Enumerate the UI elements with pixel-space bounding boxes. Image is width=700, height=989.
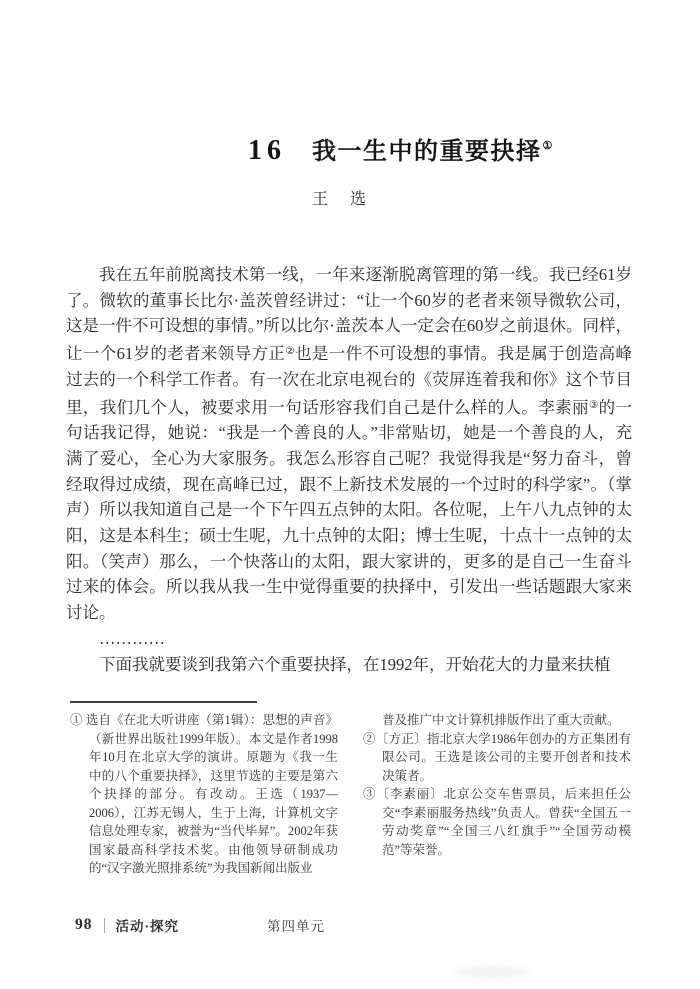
title-footnote-ref: ①	[542, 140, 554, 152]
footnote-marker: ①	[70, 713, 86, 727]
footnote-text: 普及推广中文计算机排版作出了重大贡献。	[382, 713, 620, 727]
footnote-marker: ②	[363, 731, 376, 746]
footnote-item	[70, 711, 338, 878]
text-run: 我在五年前脱离技术第一线，一年来逐渐脱离管理的第一线。我已经61岁了。微软的董事长比尔·盖茨曾经讲过：“让一个60岁的老者来领导微软公司，这是一件不可设想的事情。”所以比尔·盖茨本人一定会在60岁之前退休。同样，让一个61岁的老者来领导方正	[66, 265, 632, 364]
page-footer	[75, 915, 325, 935]
lesson-number: 16	[248, 135, 286, 166]
paragraph	[66, 652, 632, 678]
footnote-marker: ③	[363, 787, 377, 801]
paragraph	[66, 626, 632, 652]
footnote-column-left	[70, 711, 338, 878]
author-name: 王 选	[312, 191, 370, 208]
footnote-column-right	[363, 711, 631, 878]
text-run: …………	[99, 628, 165, 648]
footnote-text: 选自《在北大听讲座（第1辑）：思想的声音》（新世界出版社1999年版）。本文是作者1998年10月在北京大学的演讲。原题为《我一生中的八个重要抉择》，这里节选的主要是第六个抉择的部分。有改动。王选（1937—2006），江苏无锡人，生于上海，计算机文字信息处理专家，被誉为“当代毕昇”。2002年获国家最高科学技术奖。由他领导研制成功的“汉字激光照排系统”为我国新闻出版业	[85, 713, 338, 875]
footnote-text: 〔方正〕指北京大学1986年创办的方正集团有限公司。王选是该公司的主要开创者和技术决策者。	[375, 731, 631, 783]
footnote-ref: ②	[285, 346, 296, 358]
footnote-text: 〔李素丽〕北京公交车售票员，后来担任公交“李素丽服务热线”负责人。曾获“全国五一劳动奖章”“全国三八红旗手”“全国劳动模范”等荣誉。	[376, 787, 631, 857]
main-text	[66, 262, 632, 677]
footnote-item	[363, 730, 631, 786]
footnote-item	[363, 785, 631, 859]
page-number: 98	[75, 916, 93, 933]
footnote-divider	[70, 701, 257, 703]
scan-smudge	[452, 966, 532, 978]
lesson-title	[312, 131, 554, 166]
footnotes-section	[70, 711, 632, 878]
page-title	[248, 131, 554, 167]
paragraph	[66, 262, 632, 626]
section-label: 活动·探究	[115, 919, 180, 934]
unit-label: 第四单元	[267, 919, 326, 934]
footnote-item	[363, 711, 631, 730]
footer-divider	[104, 918, 105, 933]
text-run: 下面我就要谈到我第六个重要抉择，在1992年，开始花大的力量来扶植	[99, 654, 611, 674]
text-run: 也是一件不可设想的事情。我是属于创造高峰过去的一个科学工作者。有一次在北京电视台的《荧屏连着我和你》这个节目里，我们几个人，被要求用一句话形容我们自己是什么样的人。李素丽	[66, 344, 633, 417]
text-run: 的一句话我记得，她说：“我是一个善良的人。”非常贴切，她是一个善良的人，充满了爱心，全心为大家服务。我怎么形容自己呢？我觉得我是“努力奋斗，曾经取得过成绩，现在高峰已过，跟不上新技术发展的一个过时的科学家”。（掌声）所以我知道自己是一个下午四五点钟的太阳。各位呢，上午八九点钟的太阳，这是本科生；硕士生呢，九十点钟的太阳；博士生呢，十点十一点钟的太阳。（笑声）那么，一个快落山的太阳，跟大家讲的，更多的是自己一生奋斗过来的体会。所以我从我一生中觉得重要的抉择中，引发出一些话题跟大家来讨论。	[66, 397, 633, 623]
footnote-ref: ③	[588, 399, 599, 411]
lesson-title-text: 我一生中的重要抉择	[312, 139, 542, 165]
